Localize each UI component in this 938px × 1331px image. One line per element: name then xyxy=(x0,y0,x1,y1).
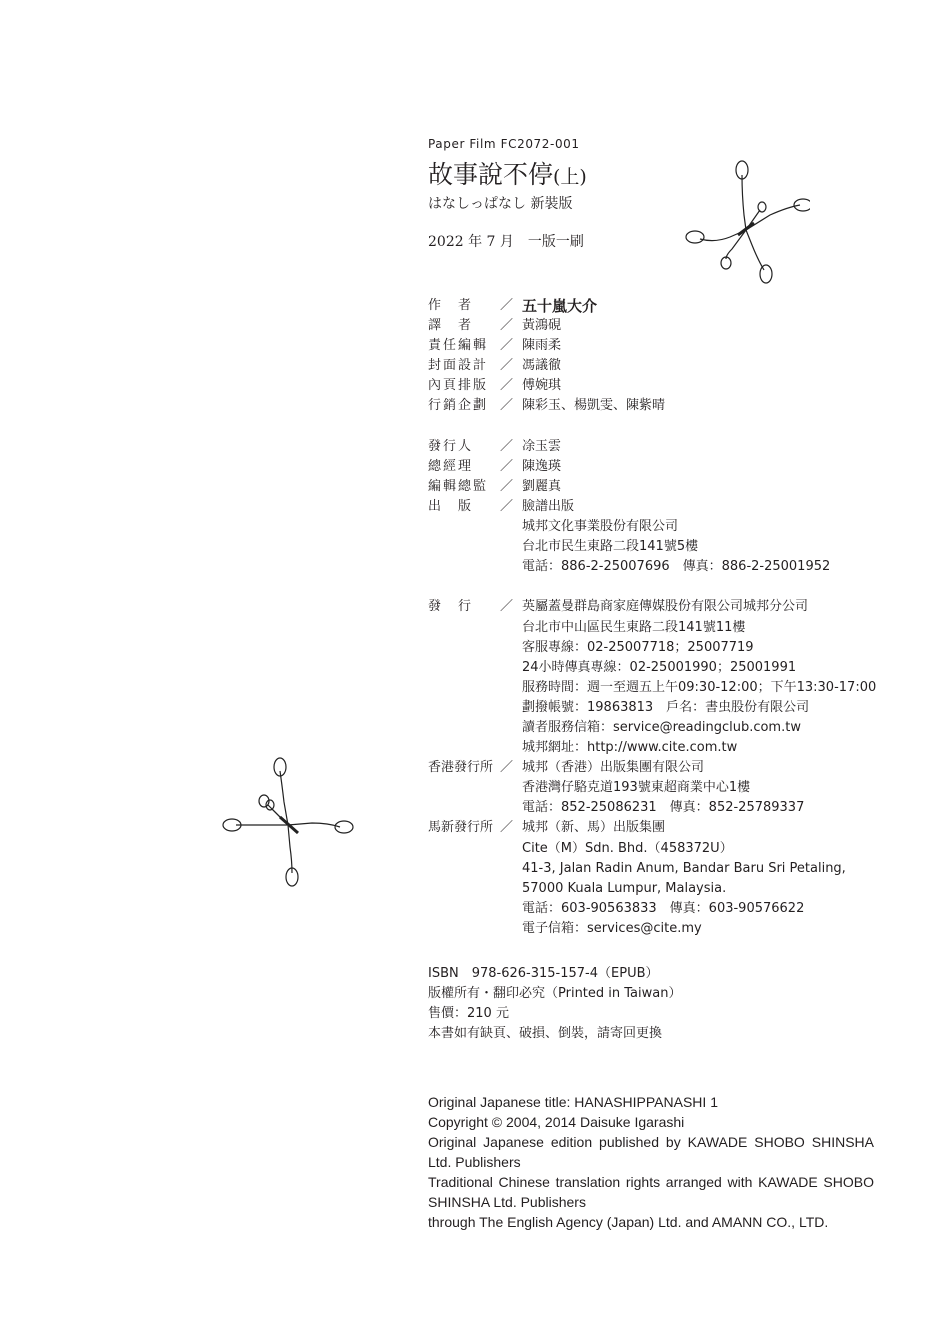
separator: ／ xyxy=(500,378,514,394)
copyright-notice: 版權所有・翻印必究（Printed in Taiwan） xyxy=(428,986,682,1001)
credit-label: 內頁排版 xyxy=(428,378,489,394)
credit-label: 馬新發行所 xyxy=(428,820,494,836)
credit-layout xyxy=(428,376,876,396)
separator: ／ xyxy=(500,458,514,474)
copyright-line: Copyright © 2004, 2014 Daisuke Igarashi xyxy=(428,1114,685,1130)
book-title-main: 故事說不停 xyxy=(428,160,554,189)
publisher-line: 臉譜出版 xyxy=(522,498,575,514)
separator: ／ xyxy=(500,338,514,354)
separator: ／ xyxy=(500,398,514,414)
my-line: 57000 Kuala Lumpur, Malaysia. xyxy=(522,880,727,896)
return-notice: 本書如有缺頁、破損、倒裝，請寄回更換 xyxy=(428,1026,663,1041)
book-subtitle: はなしっぱなし 新裝版 xyxy=(428,196,573,212)
separator: ／ xyxy=(500,478,514,494)
credit-editor xyxy=(428,336,876,356)
credit-publisher-person xyxy=(428,437,876,457)
credit-cover xyxy=(428,356,876,376)
original-title: Original Japanese title: HANASHIPPANASHI 1 xyxy=(428,1094,718,1110)
distributor-line: 台北市中山區民生東路二段141號11樓 xyxy=(522,619,746,635)
flower-illustration-icon xyxy=(680,155,810,285)
my-line: 41-3, Jalan Radin Anum, Bandar Baru Sri Petaling, xyxy=(522,860,846,876)
series-code: Paper Film FC2072-001 xyxy=(428,137,580,151)
my-line: 城邦（新、馬）出版集團 xyxy=(522,820,666,836)
credit-label: 封面設計 xyxy=(428,358,489,374)
credit-label: 譯 者 xyxy=(428,318,474,334)
book-title-volume: (上) xyxy=(553,166,587,188)
credit-label: 作 者 xyxy=(428,298,474,313)
separator: ／ xyxy=(500,438,514,454)
credit-hk xyxy=(428,758,876,778)
author-name: 五十嵐大介 xyxy=(522,297,598,315)
credit-distributor xyxy=(428,597,876,617)
flower-illustration-icon xyxy=(222,757,354,889)
credit-chief-editor xyxy=(428,477,876,497)
credit-label: 編輯總監 xyxy=(428,478,489,494)
publisher-person-name: 凃玉雲 xyxy=(522,438,562,454)
translator-name: 黃鴻硯 xyxy=(522,318,562,334)
flower-illustration-top xyxy=(680,155,810,285)
credit-label: 責任編輯 xyxy=(428,338,489,354)
book-info xyxy=(428,964,681,1044)
credit-translator xyxy=(428,316,876,336)
price: 售價：210 元 xyxy=(428,1006,509,1021)
my-line: Cite（M）Sdn. Bhd.（458372U） xyxy=(522,840,733,856)
editor-name: 陳雨柔 xyxy=(522,338,562,354)
hk-line: 城邦（香港）出版集團有限公司 xyxy=(522,760,705,776)
credit-marketing xyxy=(428,396,876,416)
separator: ／ xyxy=(500,498,514,514)
publisher-line: 電話：886-2-25007696 傳真：886-2-25001952 xyxy=(522,559,831,575)
hk-line: 香港灣仔駱克道193號東超商業中心1樓 xyxy=(522,780,751,796)
separator: ／ xyxy=(500,298,514,313)
book-title xyxy=(428,160,587,192)
credit-label: 出 版 xyxy=(428,498,474,514)
publisher-line: 台北市民生東路二段141號5樓 xyxy=(522,539,699,555)
separator: ／ xyxy=(500,760,514,776)
separator: ／ xyxy=(500,599,514,615)
distributor-line: 英屬蓋曼群島商家庭傳媒股份有限公司城邦分公司 xyxy=(522,599,809,615)
credit-my xyxy=(428,818,876,838)
credit-general-manager xyxy=(428,457,876,477)
original-edition-line: Original Japanese edition published by KAWADE SHOBO SHINSHA Ltd. Publishers xyxy=(428,1134,874,1170)
credit-label: 發行人 xyxy=(428,438,474,454)
layout-designer-name: 傅婉琪 xyxy=(522,378,562,394)
separator: ／ xyxy=(500,318,514,334)
hk-line: 電話：852-25086231 傳真：852-25789337 xyxy=(522,800,805,816)
general-manager-name: 陳逸瑛 xyxy=(522,458,562,474)
distributor-line: 客服專線：02-25007718；25007719 xyxy=(522,639,754,655)
agency-line: through The English Agency (Japan) Ltd. and AMANN CO., LTD. xyxy=(428,1214,829,1230)
distributor-line: 劃撥帳號：19863813 戶名：書虫股份有限公司 xyxy=(522,699,810,715)
credit-label: 香港發行所 xyxy=(428,760,494,776)
english-rights-block xyxy=(428,1092,874,1232)
chief-editor-name: 劉麗真 xyxy=(522,478,562,494)
credit-label: 發 行 xyxy=(428,599,474,615)
distributor-line: 城邦網址：http://www.cite.com.tw xyxy=(522,740,738,756)
marketing-names: 陳彩玉、楊凱雯、陳紫晴 xyxy=(522,398,666,414)
edition-date: 2022 年 7 月 一版一刷 xyxy=(428,234,584,250)
credit-label: 總經理 xyxy=(428,458,474,474)
publisher-line: 城邦文化事業股份有限公司 xyxy=(522,519,679,535)
flower-illustration-left xyxy=(222,757,354,889)
distributor-line: 24小時傳真專線：02-25001990；25001991 xyxy=(522,659,797,675)
my-line: 電子信箱：services@cite.my xyxy=(522,920,702,936)
cover-designer-name: 馮議徹 xyxy=(522,358,562,374)
credit-label: 行銷企劃 xyxy=(428,398,489,414)
separator: ／ xyxy=(500,820,514,836)
credit-author xyxy=(428,296,876,316)
credits-block xyxy=(428,296,876,939)
credit-publisher xyxy=(428,497,876,517)
distributor-line: 服務時間：週一至週五上午09:30-12:00；下午13:30-17:00 xyxy=(522,679,877,695)
my-line: 電話：603-90563833 傳真：603-90576622 xyxy=(522,900,805,916)
isbn: ISBN 978-626-315-157-4（EPUB） xyxy=(428,966,659,981)
translation-rights-line: Traditional Chinese translation rights arranged with KAWADE SHOBO SHINSHA Ltd. Publishers xyxy=(428,1174,874,1210)
separator: ／ xyxy=(500,358,514,374)
distributor-line: 讀者服務信箱：service@readingclub.com.tw xyxy=(522,719,801,735)
